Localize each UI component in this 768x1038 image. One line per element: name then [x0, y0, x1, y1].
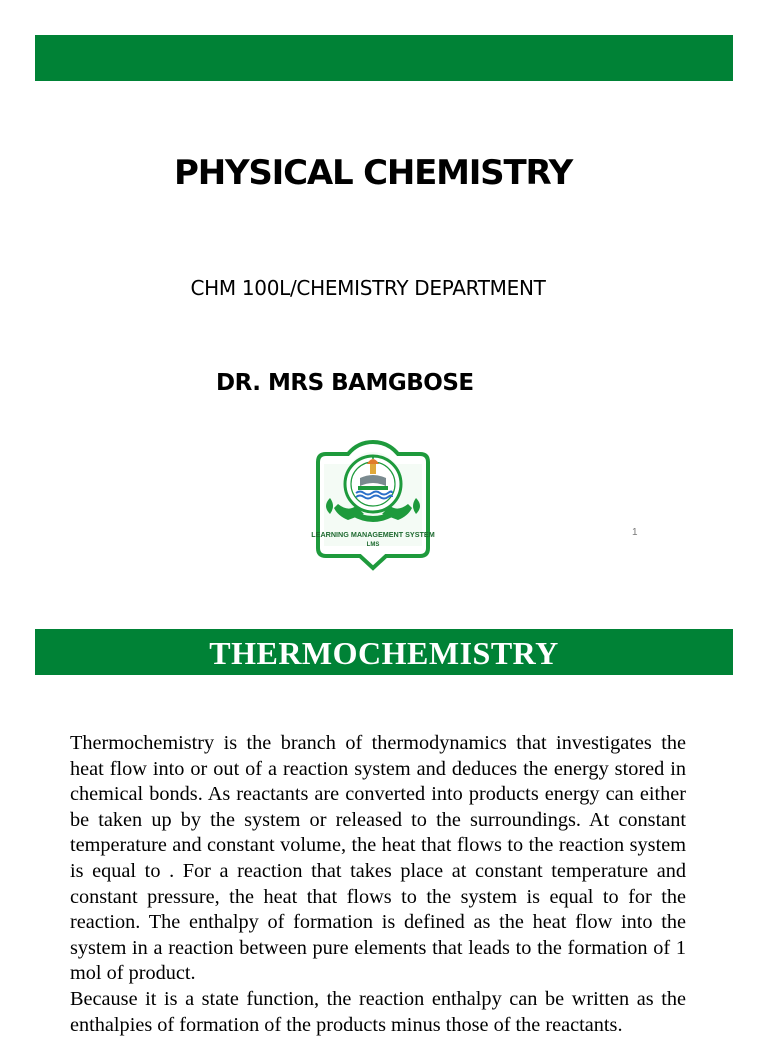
body-text [70, 731, 686, 1038]
paragraph: Because it is a state function, the reaction enthalpy can be written as the enthalpies of formation of the products minus those of the reactants. [70, 987, 686, 1036]
slide-title: PHYSICAL CHEMISTRY [173, 153, 573, 193]
page-number: 1 [632, 527, 638, 538]
author-name: DR. MRS BAMGBOSE [216, 370, 474, 396]
slide-subtitle: CHM 100L/CHEMISTRY DEPARTMENT [190, 276, 546, 300]
university-lms-logo [308, 440, 438, 574]
section-heading: THERMOCHEMISTRY [209, 634, 559, 671]
logo-caption-line2: LMS [366, 542, 380, 548]
paragraph: Thermochemistry is the branch of thermodynamics that investigates the heat flow into or out of a reaction system and deduces the energy stored in chemical bonds. As reactants are converted into products energy can either be taken up by the system or released to the surroundings. At constant temperature and constant volume, the heat that flows to the reaction system is equal to . For a reaction that takes place at constant temperature and constant pressure, the heat that flows to the system is equal to for the reaction. The enthalpy of formation is defined as the heat flow into the system in a reaction between pure elements that leads to the formation of 1 mol of product. [70, 732, 686, 985]
top-accent-bar [35, 35, 733, 81]
logo-caption-line1: LEARNING MANAGEMENT SYSTEM [311, 530, 435, 539]
section-heading-bar [35, 629, 733, 675]
